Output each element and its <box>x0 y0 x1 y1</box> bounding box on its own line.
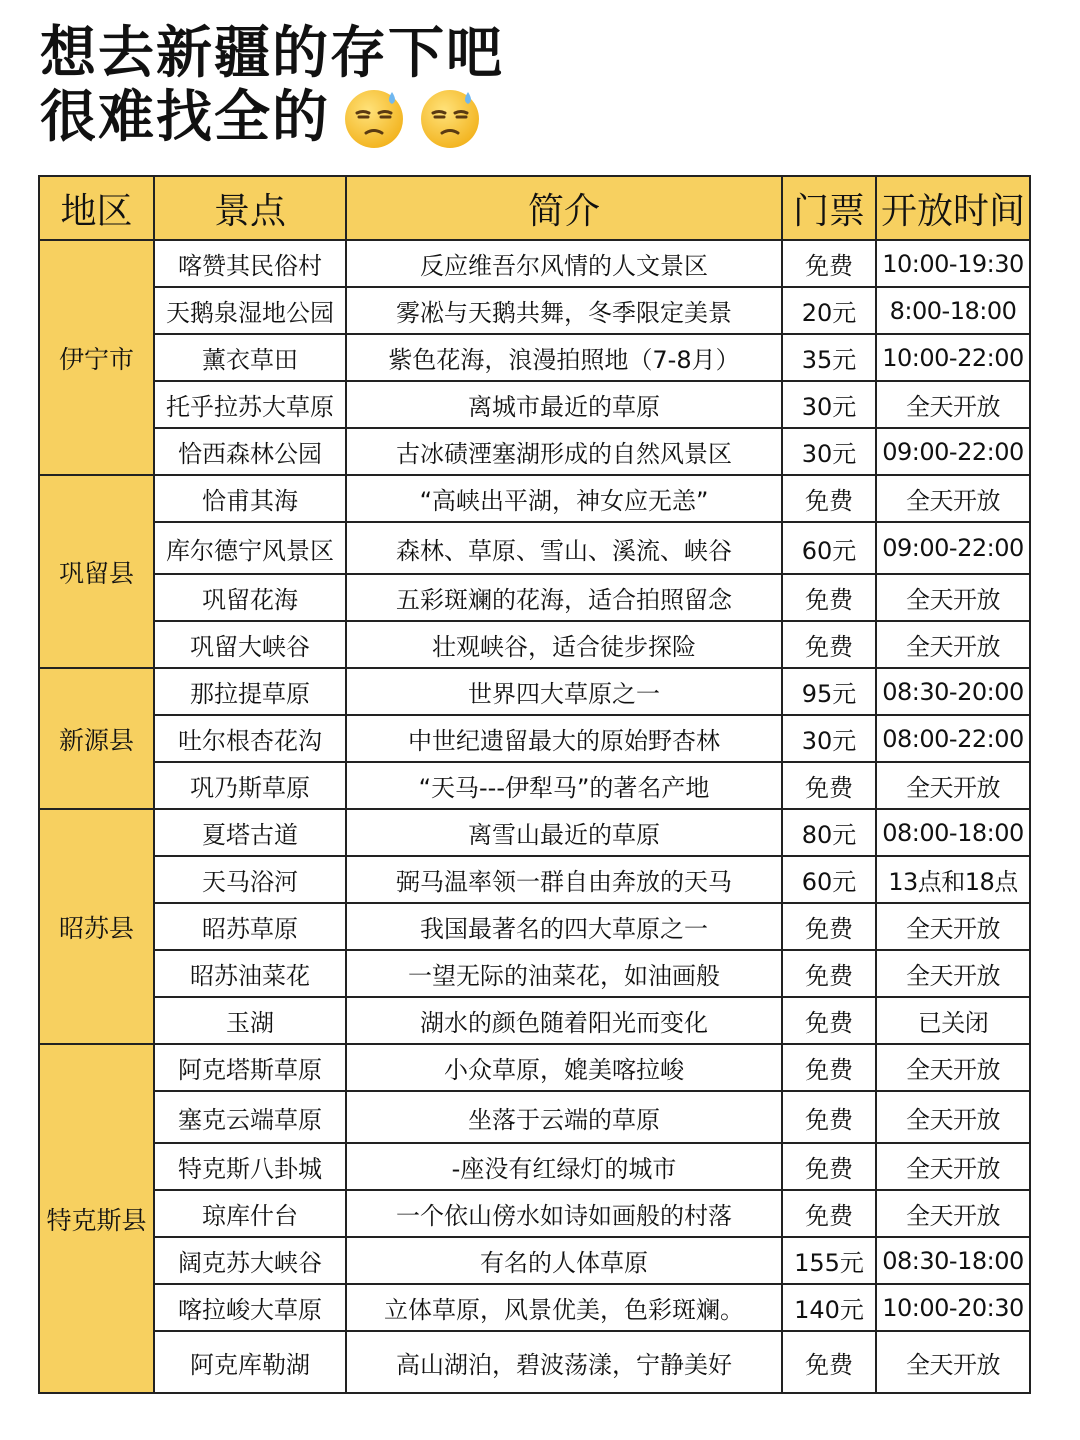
spot-cell: 玉湖 <box>154 997 346 1044</box>
ticket-cell: 免费 <box>782 762 876 809</box>
title-line-2-text: 很难找全的 <box>40 85 330 150</box>
header-ticket: 门票 <box>782 176 876 240</box>
ticket-cell: 免费 <box>782 240 876 287</box>
sweat-face-icon <box>342 86 406 150</box>
region-cell: 伊宁市 <box>39 240 154 475</box>
desc-cell: “高峡出平湖，神女应无恙” <box>346 475 782 522</box>
ticket-cell: 80元 <box>782 809 876 856</box>
ticket-cell: 免费 <box>782 997 876 1044</box>
table-row <box>39 240 1030 287</box>
hours-cell: 09:00-22:00 <box>876 428 1030 475</box>
table-row <box>39 574 1030 621</box>
hours-cell: 全天开放 <box>876 1091 1030 1143</box>
table-body <box>39 240 1030 1393</box>
table-row <box>39 715 1030 762</box>
hours-cell: 08:00-22:00 <box>876 715 1030 762</box>
ticket-cell: 140元 <box>782 1284 876 1331</box>
hours-cell: 全天开放 <box>876 574 1030 621</box>
spot-cell: 恰西森林公园 <box>154 428 346 475</box>
desc-cell: 紫色花海，浪漫拍照地（7-8月） <box>346 334 782 381</box>
desc-cell: 离城市最近的草原 <box>346 381 782 428</box>
spot-cell: 托乎拉苏大草原 <box>154 381 346 428</box>
spot-cell: 昭苏油菜花 <box>154 950 346 997</box>
desc-cell: 我国最著名的四大草原之一 <box>346 903 782 950</box>
desc-cell: 坐落于云端的草原 <box>346 1091 782 1143</box>
hours-cell: 全天开放 <box>876 1143 1030 1190</box>
spot-cell: 薰衣草田 <box>154 334 346 381</box>
hours-cell: 08:30-20:00 <box>876 668 1030 715</box>
sweat-face-icon <box>418 86 482 150</box>
ticket-cell: 30元 <box>782 428 876 475</box>
header-region: 地区 <box>39 176 154 240</box>
table-row <box>39 1331 1030 1393</box>
desc-cell: 世界四大草原之一 <box>346 668 782 715</box>
hours-cell: 全天开放 <box>876 762 1030 809</box>
table-row <box>39 950 1030 997</box>
spot-cell: 阿克塔斯草原 <box>154 1044 346 1091</box>
spot-cell: 巩留花海 <box>154 574 346 621</box>
ticket-cell: 免费 <box>782 1091 876 1143</box>
desc-cell: 弼马温率领一群自由奔放的天马 <box>346 856 782 903</box>
spot-cell: 恰甫其海 <box>154 475 346 522</box>
spot-cell: 巩乃斯草原 <box>154 762 346 809</box>
desc-cell: 一个依山傍水如诗如画般的村落 <box>346 1190 782 1237</box>
table-row <box>39 1190 1030 1237</box>
hours-cell: 10:00-19:30 <box>876 240 1030 287</box>
table-row <box>39 621 1030 668</box>
ticket-cell: 免费 <box>782 1331 876 1393</box>
spot-cell: 吐尔根杏花沟 <box>154 715 346 762</box>
table-row <box>39 903 1030 950</box>
hours-cell: 全天开放 <box>876 381 1030 428</box>
title-line-1: 想去新疆的存下吧 <box>40 21 504 86</box>
region-cell: 巩留县 <box>39 475 154 668</box>
hours-cell: 全天开放 <box>876 903 1030 950</box>
spot-cell: 库尔德宁风景区 <box>154 522 346 574</box>
ticket-cell: 95元 <box>782 668 876 715</box>
hours-cell: 全天开放 <box>876 621 1030 668</box>
ticket-cell: 免费 <box>782 621 876 668</box>
region-cell: 昭苏县 <box>39 809 154 1044</box>
ticket-cell: 155元 <box>782 1237 876 1284</box>
spot-cell: 喀赞其民俗村 <box>154 240 346 287</box>
ticket-cell: 60元 <box>782 522 876 574</box>
table-row <box>39 428 1030 475</box>
header-spot: 景点 <box>154 176 346 240</box>
table-row <box>39 809 1030 856</box>
hours-cell: 08:30-18:00 <box>876 1237 1030 1284</box>
hours-cell: 全天开放 <box>876 950 1030 997</box>
hours-cell: 09:00-22:00 <box>876 522 1030 574</box>
spot-cell: 喀拉峻大草原 <box>154 1284 346 1331</box>
spot-cell: 阿克库勒湖 <box>154 1331 346 1393</box>
hours-cell: 已关闭 <box>876 997 1030 1044</box>
desc-cell: 有名的人体草原 <box>346 1237 782 1284</box>
desc-cell: 森林、草原、雪山、溪流、峡谷 <box>346 522 782 574</box>
desc-cell: 立体草原，风景优美，色彩斑斓。 <box>346 1284 782 1331</box>
desc-cell: 湖水的颜色随着阳光而变化 <box>346 997 782 1044</box>
spot-cell: 那拉提草原 <box>154 668 346 715</box>
ticket-cell: 免费 <box>782 574 876 621</box>
ticket-cell: 60元 <box>782 856 876 903</box>
hours-cell: 10:00-22:00 <box>876 334 1030 381</box>
spot-cell: 琼库什台 <box>154 1190 346 1237</box>
ticket-cell: 35元 <box>782 334 876 381</box>
desc-cell: 小众草原，媲美喀拉峻 <box>346 1044 782 1091</box>
desc-cell: 中世纪遗留最大的原始野杏林 <box>346 715 782 762</box>
table-row <box>39 1237 1030 1284</box>
region-cell: 新源县 <box>39 668 154 809</box>
hours-cell: 10:00-20:30 <box>876 1284 1030 1331</box>
hours-cell: 08:00-18:00 <box>876 809 1030 856</box>
title-block <box>40 22 1040 150</box>
spot-cell: 夏塔古道 <box>154 809 346 856</box>
table-row <box>39 1044 1030 1091</box>
spot-cell: 塞克云端草原 <box>154 1091 346 1143</box>
ticket-cell: 免费 <box>782 475 876 522</box>
desc-cell: 雾凇与天鹅共舞，冬季限定美景 <box>346 287 782 334</box>
spot-cell: 阔克苏大峡谷 <box>154 1237 346 1284</box>
attractions-table <box>38 175 1031 1394</box>
desc-cell: 五彩斑斓的花海，适合拍照留念 <box>346 574 782 621</box>
spot-cell: 昭苏草原 <box>154 903 346 950</box>
desc-cell: 高山湖泊，碧波荡漾，宁静美好 <box>346 1331 782 1393</box>
ticket-cell: 免费 <box>782 950 876 997</box>
desc-cell: -座没有红绿灯的城市 <box>346 1143 782 1190</box>
table-row <box>39 668 1030 715</box>
spot-cell: 天马浴河 <box>154 856 346 903</box>
hours-cell: 13点和18点 <box>876 856 1030 903</box>
desc-cell: 古冰碛湮塞湖形成的自然风景区 <box>346 428 782 475</box>
ticket-cell: 30元 <box>782 715 876 762</box>
table-row <box>39 1284 1030 1331</box>
table-row <box>39 334 1030 381</box>
hours-cell: 全天开放 <box>876 1044 1030 1091</box>
region-cell: 特克斯县 <box>39 1044 154 1393</box>
table-row <box>39 762 1030 809</box>
hours-cell: 全天开放 <box>876 475 1030 522</box>
table-row <box>39 287 1030 334</box>
ticket-cell: 免费 <box>782 1190 876 1237</box>
hours-cell: 全天开放 <box>876 1331 1030 1393</box>
table-row <box>39 522 1030 574</box>
table-row <box>39 475 1030 522</box>
table-header-row <box>39 176 1030 240</box>
ticket-cell: 免费 <box>782 903 876 950</box>
ticket-cell: 20元 <box>782 287 876 334</box>
desc-cell: 一望无际的油菜花，如油画般 <box>346 950 782 997</box>
table-row <box>39 1091 1030 1143</box>
desc-cell: 离雪山最近的草原 <box>346 809 782 856</box>
title-line-2 <box>40 86 1040 150</box>
header-desc: 简介 <box>346 176 782 240</box>
desc-cell: 反应维吾尔风情的人文景区 <box>346 240 782 287</box>
spot-cell: 特克斯八卦城 <box>154 1143 346 1190</box>
table-row <box>39 1143 1030 1190</box>
desc-cell: “天马---伊犁马”的著名产地 <box>346 762 782 809</box>
table-row <box>39 856 1030 903</box>
desc-cell: 壮观峡谷，适合徒步探险 <box>346 621 782 668</box>
hours-cell: 全天开放 <box>876 1190 1030 1237</box>
ticket-cell: 免费 <box>782 1044 876 1091</box>
ticket-cell: 免费 <box>782 1143 876 1190</box>
table-row <box>39 381 1030 428</box>
hours-cell: 8:00-18:00 <box>876 287 1030 334</box>
spot-cell: 天鹅泉湿地公园 <box>154 287 346 334</box>
spot-cell: 巩留大峡谷 <box>154 621 346 668</box>
table-row <box>39 997 1030 1044</box>
header-hours: 开放时间 <box>876 176 1030 240</box>
ticket-cell: 30元 <box>782 381 876 428</box>
